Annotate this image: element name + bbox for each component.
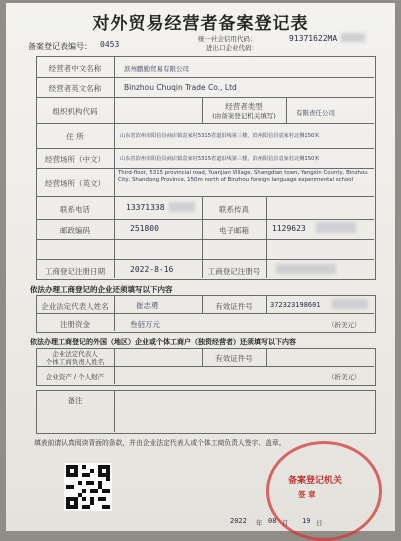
email-label: 电子邮箱: [219, 226, 249, 235]
unified-code-value: 91371622MA: [289, 34, 338, 43]
date-day-unit: 日: [316, 519, 323, 527]
capital-value: 叁佰万元: [130, 320, 160, 329]
reg-no2-label: 工商登记注册号: [207, 267, 261, 276]
redaction-mark: [169, 202, 195, 212]
date-year: 2022: [230, 517, 247, 525]
site-cn-value: 山东省滨州市阳信县商店镇袁家村5315省道沿线第三楼，滨州阳信县袁家村北侧150米: [120, 156, 320, 162]
id-label: 有效证件号: [215, 302, 253, 311]
redaction-mark: [276, 264, 336, 274]
rep-label-2: 个体工商负责人姓名: [45, 358, 105, 366]
reg-date-value: 2022-8-16: [130, 265, 174, 274]
redaction-mark: [316, 222, 356, 233]
unified-code-label: 统一社会信用代码：: [198, 35, 257, 43]
seal-title: 备案登记机关: [288, 476, 343, 486]
type-value: 有限责任公司: [296, 109, 335, 117]
date-year-unit: 年: [256, 519, 263, 527]
fax-label: 联系传真: [219, 205, 249, 214]
currency-note: （折美元）: [328, 321, 361, 329]
rep-label-1: 企业法定代表人: [52, 350, 98, 358]
reg-date-label: 工商登记注册日期: [45, 267, 105, 276]
section2-heading: 依法办理工商登记的外国（地区）企业或个体工商户（独资经营者）还须填写以下内容: [30, 337, 296, 346]
cn-name-label: 经营者中文名称: [48, 64, 102, 73]
remarks-label: 备注: [67, 396, 83, 405]
currency-note-2: （折美元）: [328, 373, 361, 381]
import-export-code-label: 进出口企业代码：: [206, 44, 258, 52]
cn-name-value: 滨州鹏勤贸易有限公司: [124, 65, 189, 73]
site-cn-label: 经营场所（中文）: [45, 155, 105, 164]
seal-sub: 签 章: [298, 490, 316, 499]
address-label: 住 所: [66, 132, 84, 141]
en-name-value: Binzhou Chuqin Trade Co., Ltd: [124, 83, 237, 92]
email-value: 1129623: [272, 224, 306, 233]
phone-label: 联系电话: [60, 205, 90, 214]
postcode-value: 251800: [130, 224, 159, 233]
type-label: 经营者类型: [225, 102, 263, 111]
rep-name-value: 崔志勇: [136, 301, 159, 310]
footer-note: 填表前请认真阅读背面的条款，并由企业法定代表人或个体工商负责人签字、盖章。: [34, 439, 286, 447]
date-month-unit: 月: [282, 519, 289, 527]
site-en-label: 经营场所（英文）: [45, 179, 105, 188]
assets-label: 企业资产 / 个人财产: [45, 373, 105, 381]
date-month: 08: [268, 517, 277, 525]
date-day: 19: [302, 517, 311, 525]
form-title: 对外贸易经营者备案登记表: [92, 14, 309, 34]
redaction-mark: [341, 33, 365, 42]
address-value: 山东省滨州市阳信县商店镇袁家村5315省道沿线第三楼，滨州阳信县袁家村北侧150米: [120, 133, 320, 139]
postcode-label: 邮政编码: [60, 226, 90, 235]
reg-no-label: 备案登记表编号：: [28, 42, 92, 51]
phone-value: 13371338: [126, 203, 165, 212]
section1-heading: 依法办理工商登记的企业还须填写以下内容: [30, 285, 173, 294]
en-name-label: 经营者英文名称: [48, 84, 102, 93]
site-en-value: Third-floor, 5315 provincial road, Yuanjian Village, Shangdian town, Yangxin County, Binzhou City, Shandong Province, 150m north of Binzhou foreign language experimental school: [118, 170, 368, 183]
redaction-mark: [332, 299, 368, 309]
qr-code: [64, 463, 112, 511]
capital-label: 注册资金: [60, 320, 90, 329]
type-sub-label: (由备案登记机关填写): [212, 112, 276, 120]
org-code-label: 组织机构代码: [52, 107, 98, 116]
form-sheet: [6, 3, 395, 531]
id-value: 372323198601: [270, 301, 321, 309]
reg-no-value: 0453: [100, 40, 120, 49]
id-label-2: 有效证件号: [215, 354, 253, 363]
rep-name-label: 企业法定代表人姓名: [41, 302, 109, 311]
